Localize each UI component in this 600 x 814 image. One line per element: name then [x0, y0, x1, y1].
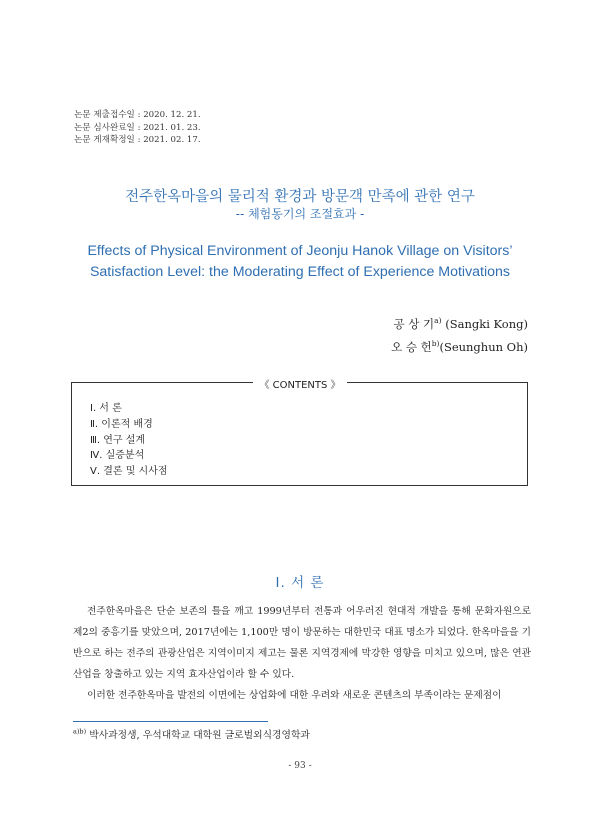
body-text: [73, 601, 531, 706]
title-english-line2: Satisfaction Level: the Moderating Effect of Experience Motivations: [89, 264, 511, 280]
section-heading: Ⅰ. 서 론: [275, 575, 325, 591]
title-korean: 전주한옥마을의 물리적 환경과 방문객 만족에 관한 연구: [125, 189, 475, 205]
author-2-name-ko: 오 승 헌: [391, 339, 432, 354]
contents-item-3: Ⅲ. 연구 설계: [90, 434, 146, 446]
submission-dates: [74, 109, 201, 147]
author-1-sup: a): [434, 316, 442, 325]
paragraph-1: 전주한옥마을은 단순 보존의 틀을 깨고 1999년부터 전통과 어우러진 현대적 개발을 통해 문화자원으로 제2의 중흥기를 맞았으며, 2017년에는 1,100만 명이 방문하는 대한민국 대표 명소가 되었다. 한옥마을을 기반으로 하는 전주의 관광산업은 지역이미지 제고는 물론 지역경제에 막강한 영향을 미치고 있으며, 많은 연관 산업을 창출하고 있는 지역 효자산업이라 할 수 있다.: [73, 606, 531, 680]
contents-title: 《 CONTENTS 》: [253, 380, 346, 391]
footnote-divider: [73, 721, 268, 722]
contents-item-5: Ⅴ. 결론 및 시사점: [90, 466, 168, 478]
footnote-text: 박사과정생, 우석대학교 대학원 글로벌외식경영학과: [89, 730, 310, 741]
contents-item-1: Ⅰ. 서 론: [90, 403, 122, 414]
author-1-name-ko: 공 상 기: [393, 316, 435, 331]
author-2-name-en: (Seunghun Oh): [439, 339, 528, 354]
paragraph-2: 이러한 전주한옥마을 발전의 이면에는 상업화에 대한 우려와 새로운 콘텐츠의 부족이라는 문제점이: [87, 690, 502, 701]
contents-item-2: Ⅱ. 이론적 배경: [90, 418, 153, 430]
subtitle-korean: -- 체험동기의 조절효과 -: [235, 207, 365, 221]
date-reviewed: 논문 심사완료일 : 2021. 01. 23.: [74, 122, 201, 133]
contents-title-wrap: [0, 376, 600, 391]
title-english: [0, 241, 600, 283]
author-1: [391, 311, 528, 334]
date-accepted: 논문 게재확정일 : 2021. 02. 17.: [74, 135, 201, 145]
author-list: [391, 311, 528, 357]
title-english-line1: Effects of Physical Environment of Jeonju Hanok Village on Visitors’: [87, 243, 513, 259]
author-1-name-en: (Sangki Kong): [445, 316, 528, 331]
page-number: - 93 -: [288, 761, 312, 771]
footnote: [73, 727, 310, 741]
author-2-sup: b): [431, 338, 440, 348]
contents-item-4: Ⅳ. 실증분석: [90, 450, 145, 462]
contents-list: [90, 401, 168, 480]
footnote-marker: a)b): [73, 727, 87, 736]
date-submitted: 논문 제출접수일 : 2020. 12. 21.: [74, 110, 201, 120]
author-2: [391, 334, 528, 357]
